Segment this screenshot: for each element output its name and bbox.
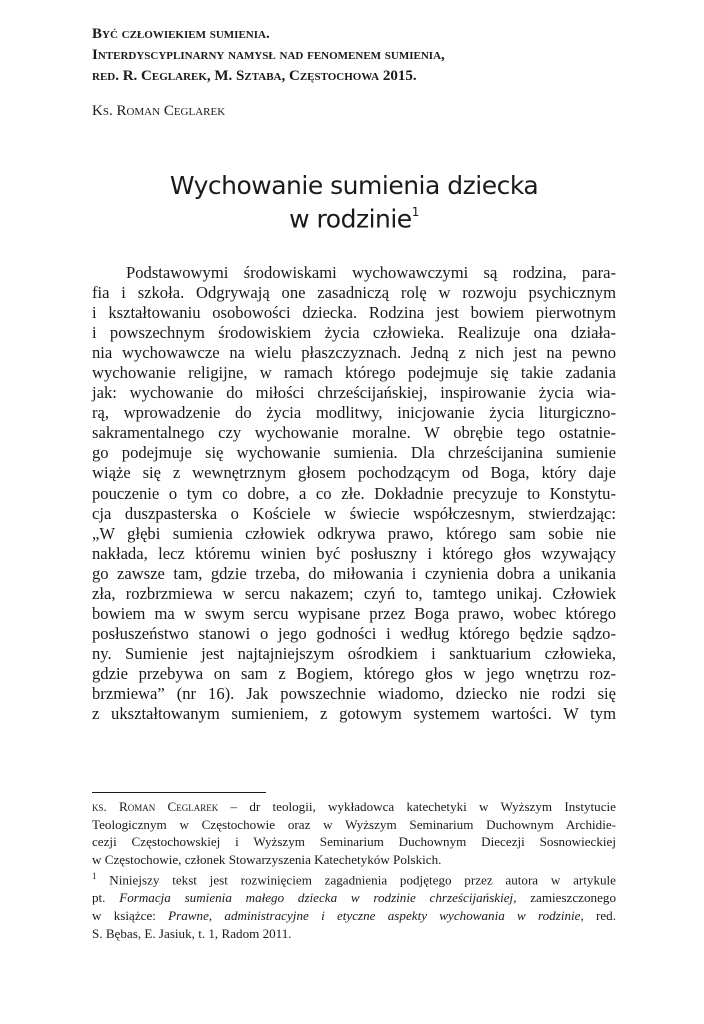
body-line: bowiem ma w swym sercu wypisane przez Boga prawo, wobec którego	[92, 603, 616, 623]
body-line: ny. Sumienie jest najtajniejszym ośrodkiem i sanktuarium człowieka,	[92, 643, 616, 663]
body-line: pouczenie o tym co dobre, a co złe. Dokładnie precyzuje to Konstytu-	[92, 483, 616, 503]
body-line: Podstawowymi środowiskami wychowawczymi są rodzina, para-	[126, 263, 616, 282]
body-line: i kształtowaniu osobowości dziecka. Rodzina jest bowiem pierwotnym	[92, 303, 616, 323]
body-line: „W głębi sumienia człowiek odkrywa prawo, którego sam sobie nie	[92, 523, 616, 543]
author-note-line	[92, 798, 616, 816]
body-line: wychowanie religijne, w ramach którego podejmuje się takie zadania	[92, 363, 616, 383]
body-line: posłuszeństwo stanowi o jego godności i według którego będzie sądzo-	[92, 623, 616, 643]
footnote-1-line: S. Bębas, E. Jasiuk, t. 1, Radom 2011.	[92, 925, 292, 941]
body-line: wiąże się z wewnętrznym głosem pochodzącym od Boga, który daje	[92, 463, 616, 483]
body-line: go podejmuje się wychowanie sumienia. Dla chrześcijanina sumienie	[92, 443, 616, 463]
body-line: brzmiewa” (nr 16). Jak powszechnie wiadomo, dziecko nie rodzi się	[92, 683, 616, 703]
body-line: nia wychowawcze na wielu płaszczyznach. Jedną z nich jest na pewno	[92, 343, 616, 363]
body-line: z ukształtowanym sumieniem, z gotowym systemem wartości. W tym	[92, 704, 616, 724]
footnote-1-line	[92, 868, 616, 889]
article-title	[92, 172, 616, 233]
footnote-1-book-title: Prawne, administracyjne i etyczne aspekty wychowania w rodzinie	[168, 907, 581, 923]
title-line-1: Wychowanie sumienia dziecka	[169, 171, 539, 200]
footnote-1-text: Niniejszy tekst jest rozwinięciem zagadnienia podjętego przez autora w artykule	[96, 872, 616, 888]
footnote-1-text: , zamieszczonego	[513, 890, 616, 906]
author-note-line: Teologicznym w Częstochowie oraz w Wyższym Seminarium Duchownym Archidie-	[92, 816, 616, 832]
footnote-separator	[92, 792, 266, 793]
author-note-line: cezji Częstochowskiej i Wyższym Seminarium Duchownym Diecezji Sosnowieckiej	[92, 834, 616, 850]
footnote-1-article-title: Formacja sumienia małego dziecka w rodzinie chrześcijańskiej	[119, 890, 514, 906]
title-footnote-mark: 1	[411, 205, 419, 219]
body-paragraph	[92, 263, 616, 724]
document-page	[92, 0, 616, 1024]
body-line: fia i szkoła. Odgrywają one zasadniczą rolę w rozwoju psychicznym	[92, 283, 616, 303]
body-line: cja duszpasterska o Kościele w świecie współczesnym, stwierdzając:	[92, 503, 616, 523]
header-line: Interdyscyplinarny namysł nad fenomenem sumienia,	[92, 47, 445, 63]
body-line: go zawsze tam, gdzie trzeba, do miłowania i czynienia dobra a unikania	[92, 563, 616, 583]
body-line: sakramentalnego czy wychowanie moralne. W obrębie tego ostatnie-	[92, 423, 616, 443]
footnote-1-text: w książce:	[92, 907, 169, 923]
author-name: Ks. Roman Ceglarek	[92, 103, 226, 119]
body-line: zła, rozbrzmiewa w sercu nakazem; czyń to, tamtego unikaj. Człowiek	[92, 583, 616, 603]
footnotes	[92, 798, 616, 942]
footnote-1-text: , red.	[580, 907, 617, 923]
title-line-2: w rodzinie	[289, 204, 412, 234]
footnote-1-line	[92, 907, 616, 925]
author-note-name: ks. Roman Ceglarek	[92, 799, 219, 814]
body-line: nakłada, lecz któremu winien być posłuszny i którego głos wzywający	[92, 543, 616, 563]
footnote-1-line	[92, 889, 616, 907]
body-line: i powszechnym środowiskiem życia człowieka. Realizuje ona działa-	[92, 323, 616, 343]
body-line: jak: wychowanie do miłości chrześcijańskiej, inspirowanie życia wia-	[92, 383, 616, 403]
author-note-line: w Częstochowie, członek Stowarzyszenia Katechetyków Polskich.	[92, 851, 442, 867]
footnote-1-mark: 1	[92, 871, 97, 882]
header-line: Być człowiekiem sumienia.	[92, 26, 270, 42]
author-note-text: – dr teologii, wykładowca katechetyki w Wyższym Instytucie	[218, 799, 616, 814]
body-line: gdzie przebywa on sam z Bogiem, którego głos w jego wnętrzu roz-	[92, 663, 616, 683]
body-line: rą, wprowadzenie do życia modlitwy, inicjowanie życia liturgiczno-	[92, 403, 616, 423]
bibliographic-header	[92, 24, 616, 87]
footnote-1-text: pt.	[92, 890, 120, 906]
header-line: red. R. Ceglarek, M. Sztaba, Częstochowa 2015.	[92, 68, 417, 84]
